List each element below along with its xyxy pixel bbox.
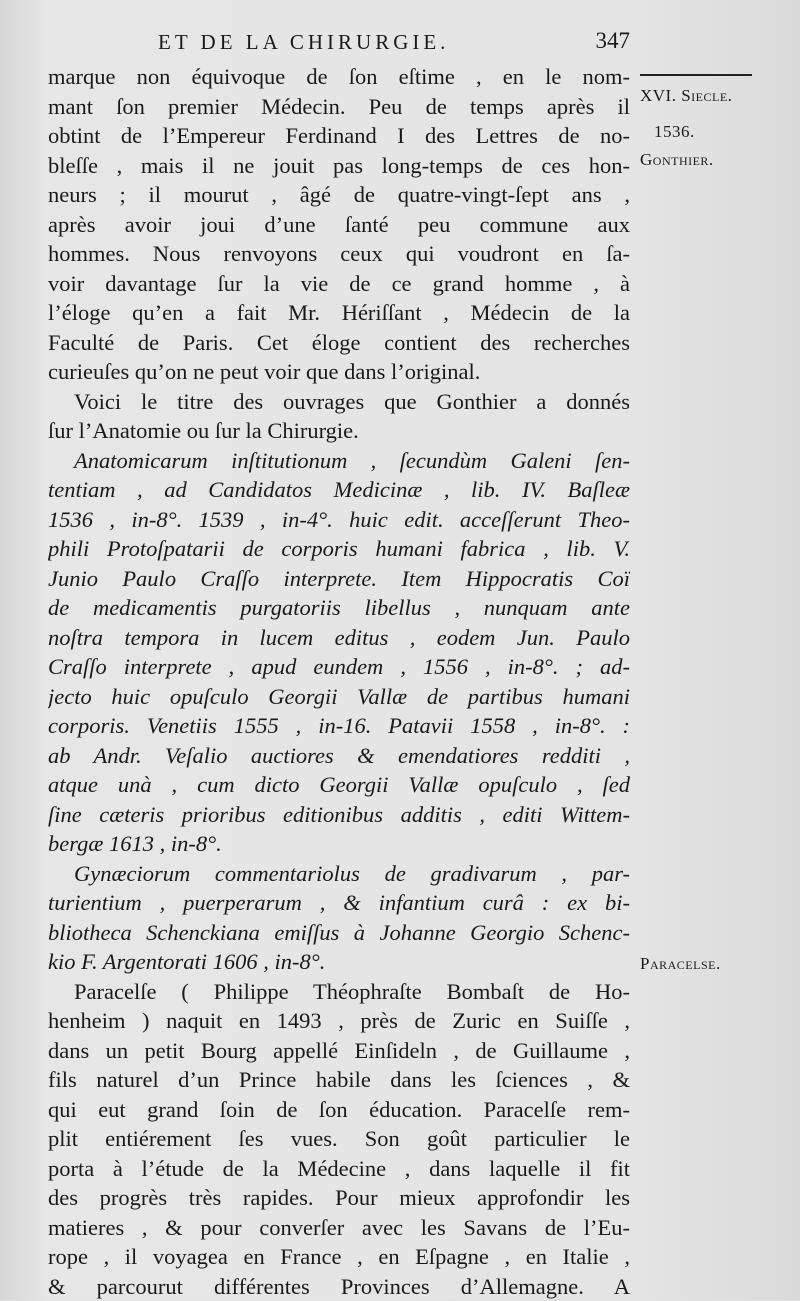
text-line: tentiam , ad Candidatos Medicinæ , lib. IV. Baſleæ (48, 475, 630, 505)
text-line: dans un petit Bourg appellé Einſideln , de Guillaume , (48, 1036, 630, 1066)
text-line: voir davantage ſur la vie de ce grand homme , à (48, 269, 630, 299)
text-line: hommes. Nous renvoyons ceux qui voudront en ſa- (48, 239, 630, 269)
text-line: Craſſo interprete , apud eundem , 1556 , in-8°. ; ad- (48, 652, 630, 682)
text-line: fils naturel d’un Prince habile dans les ſciences , & (48, 1065, 630, 1095)
text-line: ſur l’Anatomie ou ſur la Chirurgie. (48, 416, 630, 446)
margin-note-paracelse: Paracelse. (640, 954, 721, 974)
text-line: mant ſon premier Médecin. Peu de temps après il (48, 92, 630, 122)
text-line: Junio Paulo Craſſo interprete. Item Hippocratis Coï (48, 564, 630, 594)
text-line: bleſſe , mais il ne jouit pas long-temps de ces hon- (48, 151, 630, 181)
text-line: ab Andr. Veſalio auctiores & emendatiores redditi , (48, 741, 630, 771)
text-line: plit entiérement ſes vues. Son goût particulier le (48, 1124, 630, 1154)
text-line: & parcourut différentes Provinces d’Allemagne. A (48, 1272, 630, 1301)
margin-note-year: 1536. (654, 122, 695, 142)
text-line: Paracelſe ( Philippe Théophraſte Bombaſt de Ho- (48, 977, 630, 1007)
running-head-title: ET DE LA CHIRURGIE. (158, 30, 449, 55)
text-line: bliotheca Schenckiana emiſſus à Johanne Georgio Schenc- (48, 918, 630, 948)
text-line: Anatomicarum inſtitutionum , ſecundùm Galeni ſen- (48, 446, 630, 476)
text-line: Voici le titre des ouvrages que Gonthier a donnés (48, 387, 630, 417)
text-line: après avoir joui d’une ſanté peu commune aux (48, 210, 630, 240)
text-line: phili Protoſpatarii de corporis humani fabrica , lib. V. (48, 534, 630, 564)
text-line: porta à l’étude de la Médecine , dans laquelle il fit (48, 1154, 630, 1184)
text-line: qui eut grand ſoin de ſon éducation. Paracelſe rem- (48, 1095, 630, 1125)
text-line: des progrès très rapides. Pour mieux approfondir les (48, 1183, 630, 1213)
text-line: marque non équivoque de ſon eſtime , en le nom- (48, 62, 630, 92)
text-line: matieres , & pour converſer avec les Savans de l’Eu- (48, 1213, 630, 1243)
text-line: obtint de l’Empereur Ferdinand I des Lettres de no- (48, 121, 630, 151)
text-line: bergæ 1613 , in-8°. (48, 829, 630, 859)
text-line: henheim ) naquit en 1493 , près de Zuric en Suiſſe , (48, 1006, 630, 1036)
text-line: turientium , puerperarum , & infantium curâ : ex bi- (48, 888, 630, 918)
text-line: kio F. Argentorati 1606 , in-8°. (48, 947, 630, 977)
text-line: l’éloge qu’en a fait Mr. Hériſſant , Médecin de la (48, 298, 630, 328)
text-line: curieuſes qu’on ne peut voir que dans l’original. (48, 357, 630, 387)
text-line: rope , il voyagea en France , en Eſpagne , en Italie , (48, 1242, 630, 1272)
running-head (48, 30, 630, 60)
text-line: ſine cæteris prioribus editionibus additis , editi Wittem- (48, 800, 630, 830)
margin-note-century: XVI. Siecle. (640, 86, 732, 106)
margin-note-gonthier: Gonthier. (640, 150, 714, 170)
text-line: neurs ; il mourut , âgé de quatre-vingt-ſept ans , (48, 180, 630, 210)
text-line: jecto huic opuſculo Georgii Vallæ de partibus humani (48, 682, 630, 712)
text-line: atque unà , cum dicto Georgii Vallæ opuſculo , ſed (48, 770, 630, 800)
text-line: noſtra tempora in lucem editus , eodem Jun. Paulo (48, 623, 630, 653)
text-line: corporis. Venetiis 1555 , in-16. Patavii 1558 , in-8°. : (48, 711, 630, 741)
page-number: 347 (596, 28, 631, 54)
margin-rule (640, 74, 752, 76)
text-line: de medicamentis purgatoriis libellus , nunquam ante (48, 593, 630, 623)
text-line: 1536 , in-8°. 1539 , in-4°. huic edit. acceſſerunt Theo- (48, 505, 630, 535)
text-line: Gynæciorum commentariolus de gradivarum , par- (48, 859, 630, 889)
text-line: Faculté de Paris. Cet éloge contient des recherches (48, 328, 630, 358)
body-text (48, 62, 630, 1301)
